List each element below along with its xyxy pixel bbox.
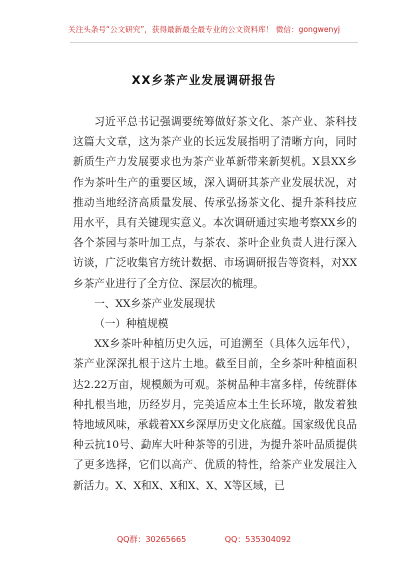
- contact-footer: [0, 534, 408, 545]
- subsection-heading: （一）种植规模: [94, 318, 169, 331]
- section-heading: 一、XX乡茶产业发展现状: [94, 297, 216, 310]
- document-body: [73, 112, 357, 496]
- body-paragraph: XX乡茶叶种植历史久远，可追溯至（具体久远年代），茶产业深深扎根于这片土地。截至目前，全乡茶叶种植面积达2.22万亩，规模颇为可观。茶树品种丰富多样，传统群体种扎根当地，历经岁月，完美适应本土生长环境，散发着独特地域风味，承载着XX乡深厚历史文化底蕴。国家级优良品种云抗10号、勐库大叶种茶等的引进，为提升茶叶品质提供了更多选择，它们以高产、优质的特性，给茶产业发展注入新活力。X、X和X、X和X、X、X等区域，已: [73, 338, 357, 492]
- promo-header: 关注头条号“公文研究”，获得最新最全最专业的公文资料库！ 微信：gongwenyj: [68, 25, 340, 34]
- document-title: XX乡茶产业发展调研报告: [131, 73, 277, 87]
- qq-contact-text: QQ：535304092: [224, 535, 292, 544]
- header-divider: [70, 42, 358, 43]
- qq-group-text: QQ群：30265665: [116, 535, 187, 544]
- intro-paragraph: 习近平总书记强调要统筹做好茶文化、茶产业、茶科技这篇大文章，这为茶产业的长远发展指明了清晰方向，同时新质生产力发展要求也为茶产业革新带来新契机。X县XX乡作为茶叶生产的重要区域，深入调研其茶产业发展状况，对推动当地经济高质量发展、传承弘扬茶文化、提升茶科技应用水平，具有关键现实意义。本次调研通过实地考察XX乡的各个茶园与茶叶加工点，与茶农、茶叶企业负责人进行深入访谈，广泛收集官方统计数据、市场调研报告等资料，对XX乡茶产业进行了全方位、深层次的梳理。: [73, 116, 357, 290]
